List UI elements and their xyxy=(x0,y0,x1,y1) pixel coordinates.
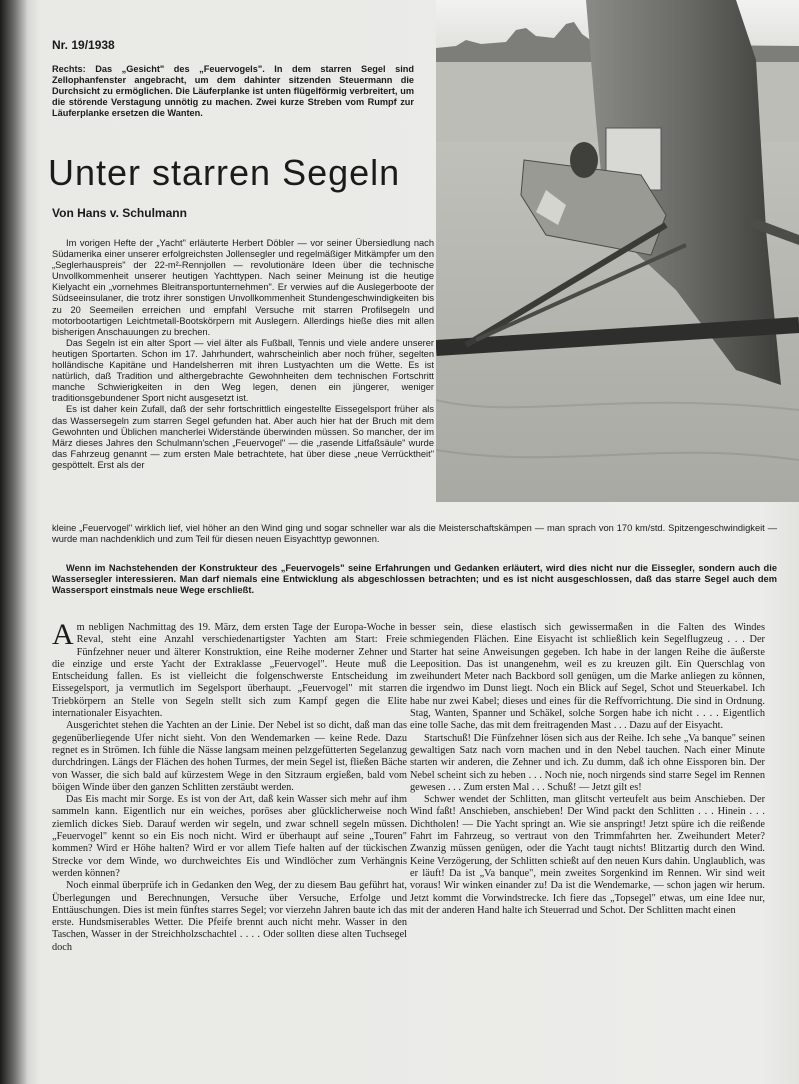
intro-paragraph: Es ist daher kein Zufall, daß der sehr fortschrittlich eingestellte Eissegelsport früher als das Wassersegeln zum starren Segel gefunden hat. Aber auch hier hat der Bruch mit dem Gewohnten und Üblichen mancherlei Widerstände überwinden müssen. So mancher, der im März dieses Jahres den Schulmann'schen „Feuervogel" — die „rasende Litfaßsäule" wurde das Fahrzeug genannt — zum ersten Male betrachtete, hat über diese „neue Verrücktheit" gespöttelt. Erst als der xyxy=(52,404,434,470)
body-paragraph: Schwer wendet der Schlitten, man glitscht verteufelt aus beim Anschieben. Der Wind faßt! Anschieben, anschieben! Der Wind packt den Schlitten . . . Hinein . . . Dichtholen! — Die Yacht springt an. Wie sie anspringt! Jetzt spüre ich die reißende Fahrt im Fahrzeug, so vertraut von den Trimmfahrten her. Zweihundert Meter? Zwanzig müssen genügen, oder die Yacht taugt nichts! Blitzartig durch den Wind. Keine Verzögerung, der Schlitten schießt auf den neuen Kurs dahin. Unglaublich, was er läuft! Da ist „Va banque", mein zweites Sorgenkind im Rennen. Wir sind weit voraus! Wir winken einander zu! Da ist die Wendemarke, — schon jagen wir herum. Jetzt kommt die Vorwindstrecke. Ich fiere das „Topsegel" etwas, um eine Idee nur, mit der anderen Hand halte ich Steuerrad und Schot. Der Schlitten macht einen xyxy=(410,794,765,916)
intro-paragraph: Das Segeln ist ein alter Sport — viel älter als Fußball, Tennis und viele andere unserer heutigen Sportarten. Schon im 17. Jahrhundert, wahrscheinlich aber noch früher, segelten holländische Kapitäne und Handelsherren mit ihren Lustyachten um die Wette. Es ist natürlich, daß Tradition und althergebrachte Gewohnheiten dem technischen Fortschritt manche Schwierigkeiten in den Weg legen, denen ein jüngerer, weniger traditionsgebundener Sport nicht ausgesetzt ist. xyxy=(52,337,434,404)
intro-paragraph: kleine „Feuervogel" wirklich lief, viel höher an den Wind ging und sogar schneller war als die Meisterschaftskämpen — man sprach von 170 km/std. Spitzengeschwindigkeit — wurde man nachdenklich und zum Teil für diesen neuen Eisyachttyp gewonnen. xyxy=(52,523,777,545)
article-author: Von Hans v. Schulmann xyxy=(52,206,187,220)
drop-cap: A xyxy=(52,618,74,651)
intro-paragraph: Wenn im Nachstehenden der Konstrukteur des „Feuervogels" seine Erfahrungen und Gedanken erläutert, wird dies nicht nur die Eissegler, sondern auch die Wassersegler interessieren. Man darf niemals eine Entwicklung als abgeschlossen betrachten; und es ist nicht ausgeschlossen, daß das starre Segel auch dem Wassersport einstmals neue Wege erschließt. xyxy=(52,563,777,596)
article-title: Unter starren Segeln xyxy=(48,152,401,193)
body-column-left xyxy=(52,618,407,954)
steering-wheel xyxy=(570,142,598,178)
ice-yacht-illustration xyxy=(436,0,799,502)
ice-yacht-photo xyxy=(436,0,799,502)
photo-caption: Rechts: Das „Gesicht" des „Feuervogels". In dem starren Segel sind Zellophanfenster angebracht, um dem dahinter sitzenden Steuermann die Durchsicht zu ermöglichen. Die Läuferplanke ist unten flügelförmig verbreitert, um die störende Verstagung unnötig zu machen. Zwei kurze Streben vom Rumpf zur Läuferplanke ersetzen die Wanten. xyxy=(52,64,414,118)
issue-number: Nr. 19/1938 xyxy=(52,38,115,52)
body-paragraph: Startschuß! Die Fünfzehner lösen sich aus der Reihe. Ich sehe „Va banque" seinen gewaltigen Satz nach vorn machen und in den Nebel tauchen. Nach einer Minute starten wir anderen, die Zehner und ich. Zu dumm, daß ich ohne Eissporen bin. Der Nebel scheint sich zu heben . . . Noch nie, noch nirgends sind starre Segel im Rennen gewesen . . . Zum ersten Mal . . . Schuß! — Jetzt gilt es! xyxy=(410,732,765,793)
article-intro-continued xyxy=(52,523,777,545)
body-paragraph: Das Eis macht mir Sorge. Es ist von der Art, daß kein Wasser sich mehr auf ihm sammeln kann. Eigentlich nur ein weiches, poröses aber glücklicherweise noch ziemlich dickes Sieb. Darauf werden wir segeln, und zwar schnell segeln müssen. „Feuervogel" kennt so ein Eis noch nicht. Wird er überhaupt auf seine „Touren" kommen? Wird er Höhe halten? Wird er vor allem Tiefe halten auf der tückischen Strecke vor dem Winde, wo durchweichtes Eis und Windlöcher zum Verhängnis werden können? xyxy=(52,794,407,879)
body-paragraph: besser sein, diese elastisch sich gewissermaßen in die Falten des Windes schmiegenden Flächen. Eine Eisyacht ist schließlich kein Segelflugzeug . . . Der Starter hat seine Anweisungen gegeben. Ich habe in der langen Reihe die äußerste Leeposition. Das ist unangenehm, weil es zu kreuzen gilt. Ein Querschlag von zweihundert Meter nach Backbord soll genügen, um die Marke anliegen zu können, die irgendwo im Dunst liegt. Noch ein Blick auf Segel, Schot und Steuerkabel. Ich habe nur zwei Kabel; dieses und eines für die Reffvorrichtung. Die sind in Ordnung. Stag, Wanten, Spanner und Schäkel, solche Sorgen habe ich nicht . . . . Eigentlich eine tolle Sache, das mit dem freitragenden Mast . . . Dazu auf der Eisyacht. xyxy=(410,622,765,732)
body-paragraph xyxy=(52,618,407,720)
article-intro xyxy=(52,238,434,471)
body-text: m nebligen Nachmittag des 19. März, dem ersten Tage der Europa-Woche in Reval, steht eine Anzahl verschiedenartigster Yachten am Start: Freie Fünfzehner neuer und älterer Konstruktion, eine Reihe moderner Zehner und die einzige und erste Yacht der Extraklasse „Feuervogel". Heute muß die Entscheidung fallen. Es ist vielleicht die folgenschwerste Entscheidung im Eissegelsport, ja vermutlich im Segelsport überhaupt. „Feuervogel" mit starren Triebkörpern an Stelle von Segeln stellt sich zum Kampf gegen die Elite internationaler Eisyachten. xyxy=(52,622,407,720)
body-column-right xyxy=(410,622,765,917)
body-paragraph: Ausgerichtet stehen die Yachten an der Linie. Der Nebel ist so dicht, daß man das gegenüberliegende Ufer nicht sieht. Von den Wendemarken — keine Rede. Dazu regnet es in Strömen. Ich fühle die Nässe langsam meinen pelzgefütterten Segelanzug durchdringen. Längs der Flächen des hohen Turmes, der mein Segel ist, fließen Bäche von Wasser, die sich bald auf kürzestem Wege in den Sitzraum ergießen, bald vom böigen Winde über den ganzen Schlitten zerstäubt werden. xyxy=(52,720,407,793)
body-paragraph: Noch einmal überprüfe ich in Gedanken den Weg, der zu diesem Bau geführt hat, Überlegungen und Berechnungen, Versuche über Versuche, Erfolge und Enttäuschungen. Dies ist mein fünftes starres Segel; vor vierzehn Jahren baute ich das erste. Hundsmiserables Wetter. Die Pfeife brennt auch nicht mehr. Wasser in den Taschen, Wasser in der Streichholzschachtel . . . . Oder sollten diese alten Tuchsegel doch xyxy=(52,880,407,953)
article-intro-closing xyxy=(52,563,777,596)
intro-paragraph: Im vorigen Hefte der „Yacht" erläuterte Herbert Döbler — vor seiner Übersiedlung nach Südamerika einer unserer erfolgreichsten Jollensegler und regelmäßiger Mitkämpfer um den „Seglerhauspreis" der 22-m²-Rennjollen — revolutionäre Ideen über die technische Unvollkommenheit unserer heutigen Yachttypen. Nach seiner Meinung ist die heutige Kielyacht ein „vornehmes Bleitransportunternehmen". Er verwies auf die Auslegerboote der Südseeinsulaner, die trotz ihrer sonstigen Unvollkommenheit Stundengeschwindigkeiten bis zu 20 Seemeilen erreichen und empfahl Versuche mit starren Profilsegeln und motorbootartigen Leichtmetall-Bootskörpern mit Auslegern. Allerdings hieße dies mit allen bisherigen Anschauungen zu brechen. xyxy=(52,238,434,337)
